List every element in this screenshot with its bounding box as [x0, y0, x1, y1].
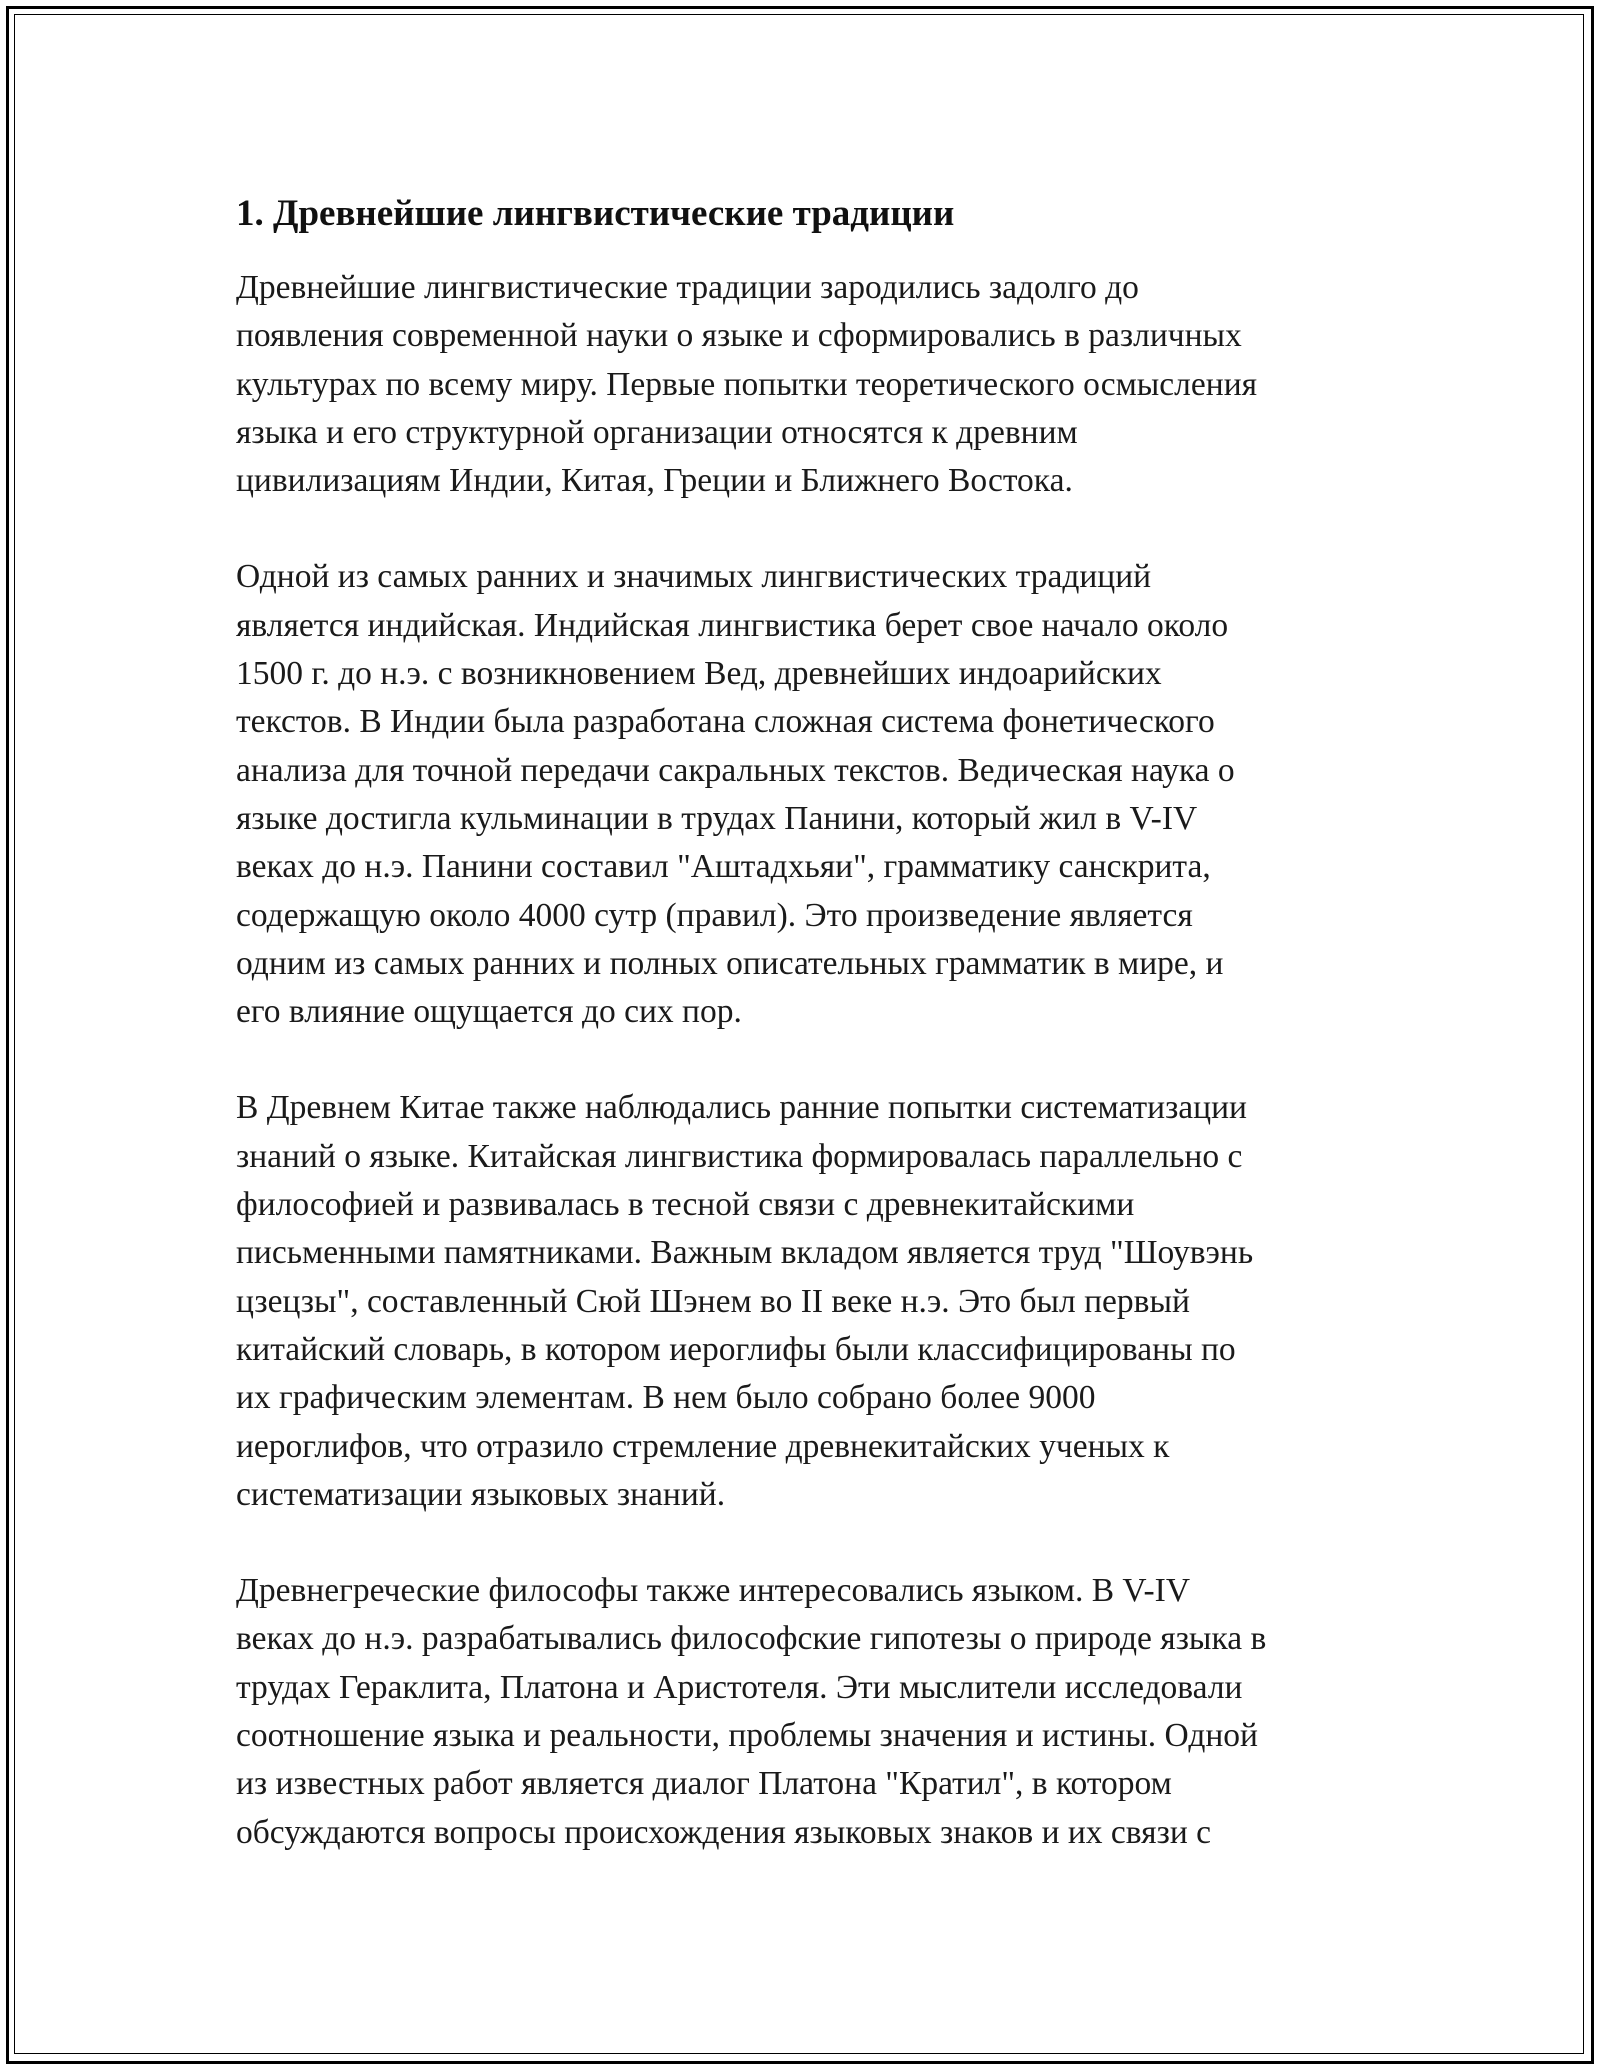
paragraph-greece: Древнегреческие философы также интересовались языком. В V-IV веках до н.э. разрабатывались философские гипотезы о природе языка в трудах Гераклита, Платона и Аристотеля. Эти мыслители исследовали соотношение языка и реальности, проблемы значения и истины. Одной из известных работ является диалог Платона "Кратил", в котором обсуждаются вопросы происхождения языковых знаков и их связи с — [236, 1572, 1267, 1851]
paragraph-intro: Древнейшие лингвистические традиции зародились задолго до появления современной науки о языке и сформировались в различных культурах по всему миру. Первые попытки теоретического осмысления языка и его структурной организации относятся к древним цивилизациям Индии, Китая, Греции и Ближнего Востока. — [236, 269, 1258, 500]
section-heading: 1. Древнейшие лингвистические традиции — [236, 193, 955, 234]
paragraph-china: В Древнем Китае также наблюдались ранние попытки систематизации знаний о языке. Китайская лингвистика формировалась параллельно с философией и развивалась в тесной связи с древнекитайскими письменными памятниками. Важным вкладом является труд "Шоувэнь цзецзы", составленный Сюй Шэнем во II веке н.э. Это был первый китайский словарь, в котором иероглифы были классифицированы по их графическим элементам. В нем было собрано более 9000 иероглифов, что отразило стремление древнекитайских ученых к систематизации языковых знаний. — [236, 1089, 1254, 1513]
paragraph-india: Одной из самых ранних и значимых лингвистических традиций является индийская. Индийская лингвистика берет свое начало около 1500 г. до н.э. с возникновением Вед, древнейших индоарийских текстов. В Индии была разработана сложная система фонетического анализа для точной передачи сакральных текстов. Ведическая наука о языке достигла кульминации в трудах Панини, который жил в V-IV веках до н.э. Панини составил "Аштадхьяи", грамматику санскрита, содержащую около 4000 сутр (правил). Это произведение является одним из самых ранних и полных описательных грамматик в мире, и его влияние ощущается до сих пор. — [236, 558, 1235, 1031]
document-body — [236, 190, 1386, 1905]
